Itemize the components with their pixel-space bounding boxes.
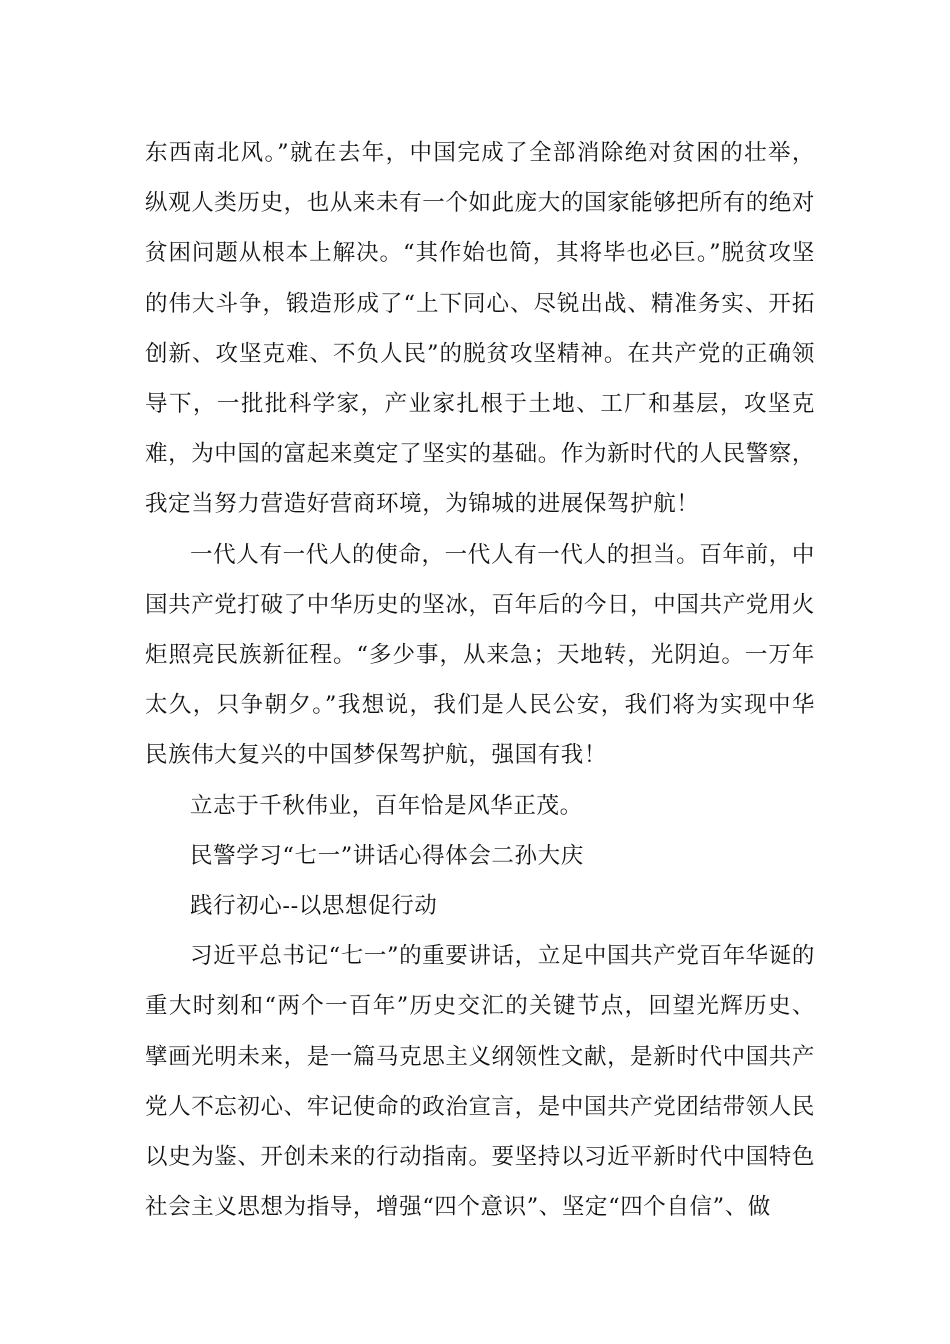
paragraph-speech: 习近平总书记“七一”的重要讲话，立足中国共产党百年华诞的重大时刻和“两个一百年”历史交汇的关键节点，回望光辉历史、擘画光明未来，是一篇马克思主义纲领性文献，是新时代中国共产党人不忘初心、牢记使命的政治宣言，是中国共产党团结带领人民以史为鉴、开创未来的行动指南。要坚持以习近平新时代中国特色社会主义思想为指导，增强“四个意识”、坚定“四个自信”、做 bbox=[145, 943, 815, 1221]
paragraph-aspiration: 立志于千秋伟业，百年恰是风华正茂。 bbox=[190, 792, 583, 819]
paragraph-continuation: 东西南北风。”就在去年，中国完成了全部消除绝对贫困的壮举，纵观人类历史，也从来未有一个如此庞大的国家能够把所有的绝对贫困问题从根本上解决。“其作始也简，其将毕也必巨。”脱贫攻坚的伟大斗争，锻造形成了“上下同心、尽锐出战、精准务实、开拓创新、攻坚克难、不负人民”的脱贫攻坚精神。在共产党的正确领导下，一批批科学家，产业家扎根于土地、工厂和基层，攻坚克难，为中国的富起来奠定了坚实的基础。作为新时代的人民警察，我定当努力营造好营商环境，为锦城的进展保驾护航！ bbox=[145, 140, 815, 518]
section-heading: 民警学习“七一”讲话心得体会二孙大庆 bbox=[190, 842, 584, 869]
document-page bbox=[145, 128, 815, 1232]
section-subheading: 践行初心--以思想促行动 bbox=[190, 893, 438, 920]
paragraph-mission: 一代人有一代人的使命，一代人有一代人的担当。百年前，中国共产党打破了中华历史的坚冰，百年后的今日，中国共产党用火炬照亮民族新征程。“多少事，从来急；天地转，光阴迫。一万年太久，只争朝夕。”我想说，我们是人民公安，我们将为实现中华民族伟大复兴的中国梦保驾护航，强国有我！ bbox=[145, 541, 815, 769]
